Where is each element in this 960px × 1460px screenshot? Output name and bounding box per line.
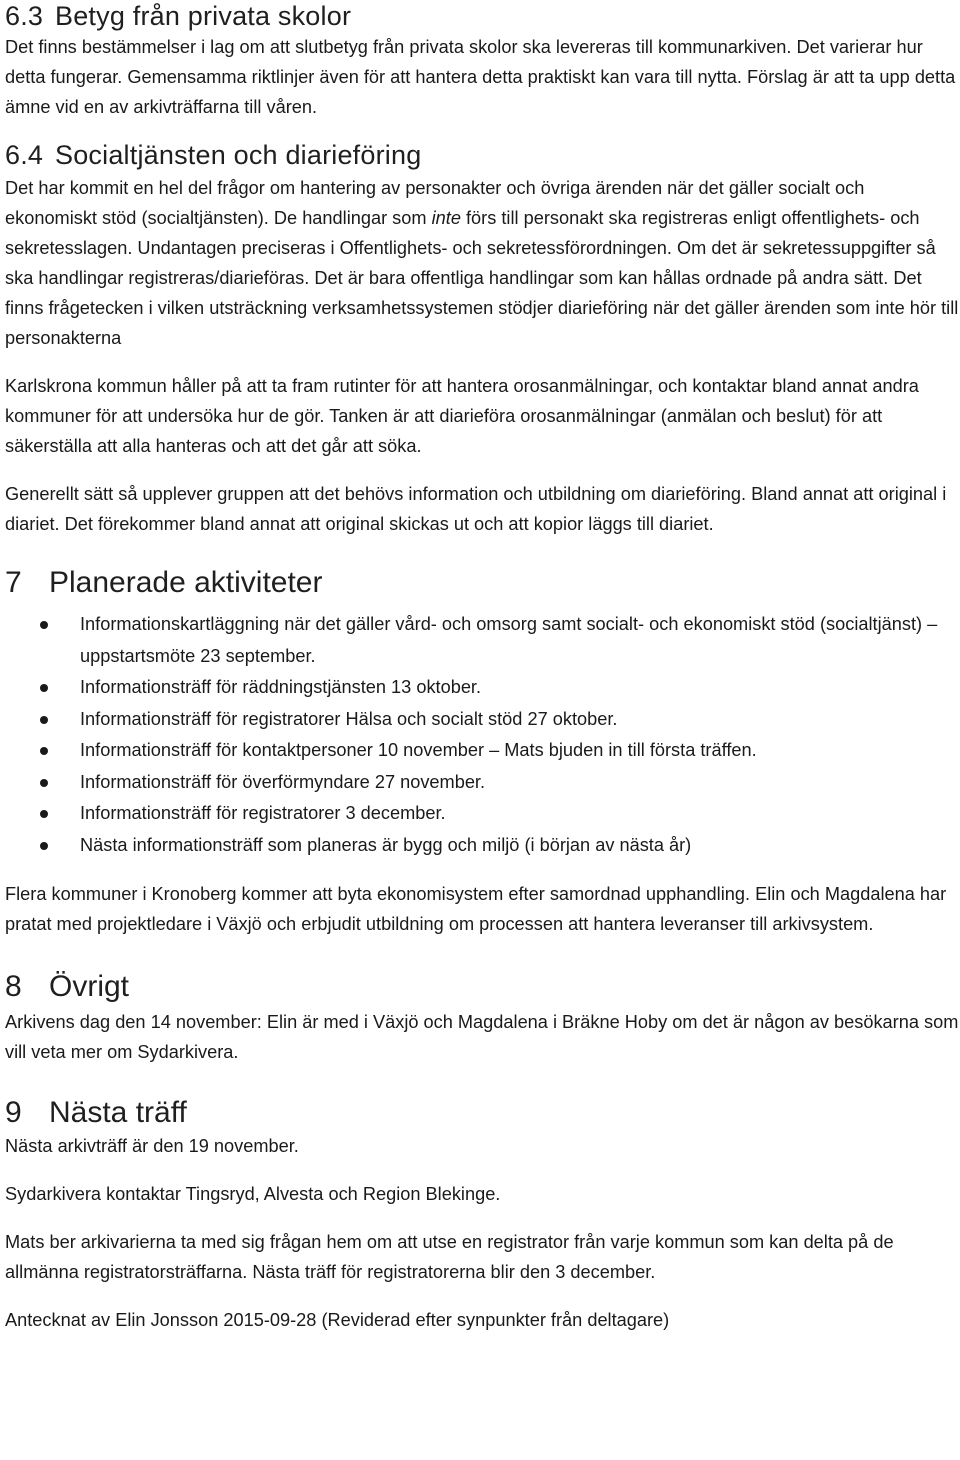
text-run: Det har kommit en hel del frågor om hantering av personakter och övriga ärenden när det gäller socialt och ekonomiskt stöd (socialtjänsten). De handlingar som	[5, 178, 865, 228]
heading-6-3	[5, 0, 960, 32]
document-page	[5, 0, 960, 1335]
paragraph-6-4-2: Karlskrona kommun håller på att ta fram rutinter för att hantera orosanmälningar, och kontaktar bland annat andra kommuner för att undersöka hur de gör. Tanken är att diarieföra orosanmälningar (anmälan och beslut) för att säkerställa att alla hanteras och att det går att söka.	[5, 376, 919, 456]
paragraph-8: Arkivens dag den 14 november: Elin är med i Växjö och Magdalena i Bräkne Hoby om det är någon av besökarna som vill veta mer om Sydarkivera.	[5, 1012, 959, 1062]
heading-title: Betyg från privata skolor	[55, 1, 352, 31]
paragraph-9-2: Sydarkivera kontaktar Tingsryd, Alvesta och Region Blekinge.	[5, 1184, 501, 1204]
signature-line: Antecknat av Elin Jonsson 2015-09-28 (Reviderad efter synpunkter från deltagare)	[5, 1310, 670, 1330]
paragraph-9-1: Nästa arkivträff är den 19 november.	[5, 1136, 299, 1156]
bullet-icon	[40, 684, 48, 692]
heading-title: Socialtjänsten och diarieföring	[55, 140, 422, 170]
heading-number: 9	[5, 1096, 22, 1129]
bullet-icon	[40, 810, 48, 818]
text-run: förs till personakt ska registreras enligt offentlighets- och sekretesslagen. Undantagen preciseras i Offentlighets- och sekretessförordningen. Om det är sekretessuppgifter så ska handlingar registreras/diarieföras. Det är bara offentliga handlingar som kan hållas ordnade på andra sätt. Det finns frågetecken i vilken utsträckning verksamhetssystemen stödjer diarieföring när det gäller ärenden som inte hör till personakterna	[5, 208, 959, 348]
heading-title: Nästa träff	[49, 1096, 187, 1129]
list-item: Informationsträff för registratorer Hälsa och socialt stöd 27 oktober.	[5, 704, 960, 736]
heading-title: Planerade aktiviteter	[49, 566, 323, 599]
heading-number: 8	[5, 970, 22, 1003]
heading-number: 7	[5, 566, 22, 599]
paragraph-6-3: Det finns bestämmelser i lag om att slutbetyg från privata skolor ska levereras till kommunarkiven. Det varierar hur detta fungerar. Gemensamma riktlinjer även för att hantera detta praktiskt kan vara till nytta. Förslag är att ta upp detta ämne vid en av arkivträffarna till våren.	[5, 37, 956, 117]
heading-7	[5, 565, 960, 601]
paragraph-6-4-3: Generellt sätt så upplever gruppen att det behövs information och utbildning om diarieföring. Bland annat att original i diariet. Det förekommer bland annat att original skickas ut och att kopior läggs till diariet.	[5, 484, 947, 534]
paragraph-6-4-1	[5, 173, 960, 353]
heading-6-4	[5, 139, 960, 171]
bullet-icon	[40, 779, 48, 787]
bullet-icon	[40, 747, 48, 755]
list-item: Informationsträff för överförmyndare 27 november.	[5, 767, 960, 799]
list-item: Informationsträff för räddningstjänsten 13 oktober.	[5, 672, 960, 704]
heading-number: 6.3	[5, 1, 44, 31]
list-item: Informationskartläggning när det gäller vård- och omsorg samt socialt- och ekonomiskt stöd (socialtjänst) – uppstartsmöte 23 september.	[5, 609, 960, 672]
heading-8	[5, 969, 960, 1005]
list-item: Informationsträff för registratorer 3 december.	[5, 798, 960, 830]
heading-number: 6.4	[5, 140, 44, 170]
heading-title: Övrigt	[49, 970, 130, 1003]
bullet-icon	[40, 621, 48, 629]
emphasis-text: inte	[431, 208, 461, 228]
list-item: Informationsträff för kontaktpersoner 10 november – Mats bjuden in till första träffen.	[5, 735, 960, 767]
paragraph-9-3: Mats ber arkivarierna ta med sig frågan hem om att utse en registrator från varje kommun som kan delta på de allmänna registratorsträffarna. Nästa träff för registratorerna blir den 3 december.	[5, 1232, 894, 1282]
heading-9	[5, 1095, 960, 1131]
bullet-icon	[40, 716, 48, 724]
activity-list	[5, 609, 960, 861]
paragraph-7-after: Flera kommuner i Kronoberg kommer att byta ekonomisystem efter samordnad upphandling. Elin och Magdalena har pratat med projektledare i Växjö och erbjudit utbildning om processen att hantera leveranser till arkivsystem.	[5, 884, 947, 934]
bullet-icon	[40, 842, 48, 850]
list-item: Nästa informationsträff som planeras är bygg och miljö (i början av nästa år)	[5, 830, 960, 862]
